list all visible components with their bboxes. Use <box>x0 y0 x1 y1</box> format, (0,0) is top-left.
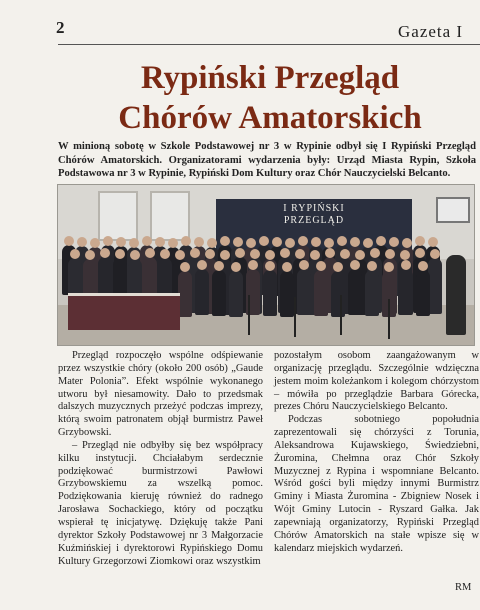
choir-singer-head <box>337 236 347 246</box>
choir-singer <box>314 270 328 316</box>
choir-singer-head <box>265 250 275 260</box>
choir-singer-head <box>340 249 350 259</box>
choir-singer-head <box>402 238 412 248</box>
header-rule <box>58 44 480 45</box>
basketball-hoop <box>436 197 470 223</box>
choir-singer-head <box>418 261 428 271</box>
article-headline <box>60 58 480 138</box>
choir-singer <box>399 269 413 315</box>
choir-singer-head <box>367 261 377 271</box>
choir-singer-head <box>385 249 395 259</box>
choir-singer-head <box>168 238 178 248</box>
choir-singer-head <box>370 248 380 258</box>
conductor-figure <box>446 255 466 335</box>
choir-singer-head <box>298 236 308 246</box>
choir-singer-head <box>316 261 326 271</box>
choir-singer-head <box>415 236 425 246</box>
choir-singer-head <box>363 238 373 248</box>
choir-singer <box>331 271 345 317</box>
paragraph: Podczas sobotniego popołudnia zaprezentowali się chórzyści z Torunia, Aleksandrowa Kujawskiego, Świedziebni, Żuromina, Chełmna oraz Chór Szkoły Muzycznej z Rypina i wspomniane Belcanto. Wśród gości byli między innymi Burmistrz Gminy i Miasta Żuromina - Zbigniew Nosek i Wójt Gminy Lutocin - Ryszard Gałka. Jak zapewniają organizatorzy, Rypiński Przegląd Chórów Amatorskich na stałe wpisze się w kalendarz miejskich wydarzeń. <box>274 414 479 554</box>
choir-singer-head <box>350 237 360 247</box>
choir-singer-head <box>130 250 140 260</box>
choir-singer-head <box>310 250 320 260</box>
choir-singer-head <box>85 250 95 260</box>
choir-singer-head <box>246 238 256 248</box>
choir-singer-head <box>115 249 125 259</box>
choir-singer <box>365 270 379 316</box>
choir-singer-head <box>181 236 191 246</box>
choir-singer-head <box>90 238 100 248</box>
choir-singer-head <box>280 248 290 258</box>
choir-singer-head <box>282 262 292 272</box>
photo-window <box>98 191 138 241</box>
article-lead: W minioną sobotę w Szkole Podstawowej nr 3 w Rypinie odbył się I Rypiński Przegląd Chórów Amatorskich. Organizatorami wydarzenia były: Urząd Miasta Rypin, Szkoła Podstawowa nr 3 w Rypinie, Rypiński Dom Kultury oraz Chór Nauczycielski Belcanto. <box>58 141 476 179</box>
choir-singer-head <box>100 248 110 258</box>
choir-singer-head <box>355 250 365 260</box>
choir-singer-head <box>160 249 170 259</box>
choir-singer <box>195 269 209 315</box>
headline-line-2: Chórów Amatorskich <box>118 100 422 136</box>
article-column-left <box>58 350 263 568</box>
paragraph: Przegląd rozpoczęło wspólne odśpiewanie przez wszystkie chóry (około 200 osób) „Gaude Mater Polonia”. Efekt wspólnie wykonanego utworu był niesamowity. Dało to przedsmak dalszych muzycznych przeżyć podczas imprezy, którą swoim patronatem objął burmistrz Paweł Grzybowski. <box>58 350 263 439</box>
article-column-right <box>274 350 479 556</box>
choir-singer-head <box>194 237 204 247</box>
choir-singer-head <box>220 250 230 260</box>
choir-singer-head <box>231 262 241 272</box>
choir-singer-head <box>214 261 224 271</box>
paragraph: pozostałym osobom zaangażowanym w organizację przeglądu. Szczególnie wdzięczna jestem moim koleżankom i kolegom chórzystom – mówiła po przeglądzie Barbara Górecka, prezes Chóru Nauczycielskiego Belcanto. <box>274 350 479 413</box>
banner-line-2: PRZEGLĄD <box>283 215 345 226</box>
choir-singer-head <box>299 260 309 270</box>
photo-window <box>150 191 190 241</box>
choir-singer-head <box>376 236 386 246</box>
choir-singer-head <box>175 250 185 260</box>
choir-singer-head <box>129 238 139 248</box>
choir-singer-head <box>145 248 155 258</box>
choir-singer-head <box>142 236 152 246</box>
choir-singer-head <box>265 261 275 271</box>
choir-singer <box>229 271 243 317</box>
choir-singer <box>212 270 226 316</box>
choir-singer-head <box>401 260 411 270</box>
choir-singer-head <box>197 260 207 270</box>
choir-singer-head <box>428 237 438 247</box>
choir-singer <box>297 269 311 315</box>
choir-singer-head <box>384 262 394 272</box>
author-byline: RM <box>455 582 472 593</box>
choir-singer-head <box>70 249 80 259</box>
choir-singer-head <box>205 249 215 259</box>
choir-singer <box>348 269 362 315</box>
choir-singer-head <box>311 237 321 247</box>
banner-line-1: I RYPIŃSKI <box>283 203 345 214</box>
choir-singer-head <box>333 262 343 272</box>
choir-singer-head <box>248 260 258 270</box>
choir-singer-head <box>64 236 74 246</box>
choir-singer-head <box>285 238 295 248</box>
choir-singer <box>178 271 192 317</box>
choir-singer-head <box>324 238 334 248</box>
choir-singer-head <box>77 237 87 247</box>
choir-singer-head <box>400 250 410 260</box>
choir-singer-head <box>259 236 269 246</box>
choir-singer-head <box>350 260 360 270</box>
choir-singer-head <box>207 238 217 248</box>
music-stand <box>388 299 390 339</box>
choir-photo <box>57 184 475 346</box>
choir-singer-head <box>430 249 440 259</box>
choir-singer-head <box>220 236 230 246</box>
music-stand <box>340 295 342 335</box>
choir-singer-head <box>389 237 399 247</box>
choir-singer-head <box>180 262 190 272</box>
choir-singer-head <box>103 236 113 246</box>
choir-singer-head <box>415 248 425 258</box>
choir-singer <box>280 271 294 317</box>
choir-singer <box>416 270 430 316</box>
headline-line-1: Rypiński Przegląd <box>140 60 400 96</box>
prize-table <box>68 293 180 330</box>
choir-singer-head <box>295 249 305 259</box>
choir-singer-head <box>190 248 200 258</box>
choir-singer <box>263 270 277 316</box>
choir-singer-head <box>250 249 260 259</box>
choir-singer <box>428 258 442 314</box>
page-number: 2 <box>56 18 65 37</box>
choir-singer-head <box>155 237 165 247</box>
choir-singer-head <box>235 248 245 258</box>
newspaper-name: Gazeta I <box>398 22 464 41</box>
choir-singer-head <box>233 237 243 247</box>
choir-singer-head <box>325 248 335 258</box>
music-stand <box>248 295 250 335</box>
choir-singer-head <box>116 237 126 247</box>
paragraph: – Przegląd nie odbyłby się bez współpracy kilku instytucji. Chciałabym serdecznie podziękować burmistrzowi Pawłowi Grzybowskiemu za wszelką pomoc. Podziękowania kieruję również do radnego Jarosława Sochackiego, który od początku wspierał tę inicjatywę. Dziękuję także Pani dyrektor Szkoły Podstawowej nr 3 Małgorzacie Kuźmińskiej i dyrektorowi Rypińskiego Domu Kultury Grzegorzowi Ziomkowi oraz wszystkim <box>58 439 263 567</box>
choir-singer-head <box>272 237 282 247</box>
music-stand <box>294 297 296 337</box>
